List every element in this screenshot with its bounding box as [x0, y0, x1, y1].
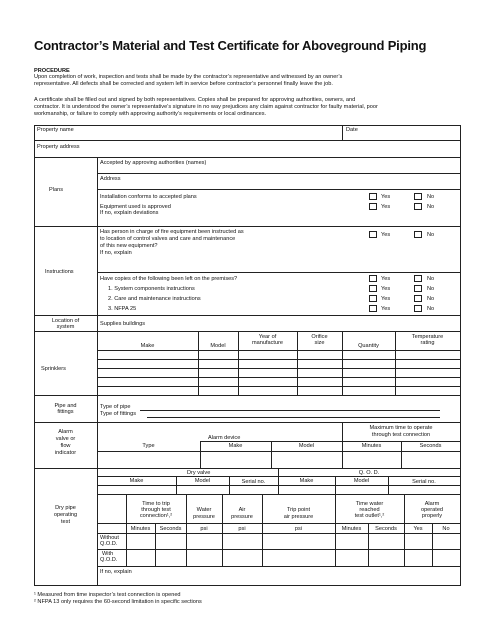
- no-label: No: [427, 296, 435, 302]
- property-address-label: Property address: [37, 144, 80, 150]
- sprinklers-label: Sprinklers: [41, 366, 66, 372]
- type-of-pipe-field[interactable]: [140, 410, 440, 411]
- page-title: Contractor’s Material and Test Certificate for Aboveground Piping: [34, 38, 427, 53]
- procedure-text-2: representative. All defects shall be corrected and system left in service before contractor’s personnel finally leave the job.: [34, 81, 333, 87]
- instructions-item-2: 2. Care and maintenance instructions: [108, 296, 201, 302]
- no-label: No: [427, 204, 435, 210]
- item2-yes-checkbox[interactable]: [369, 295, 377, 302]
- footnote-2: ² NFPA 13 only requires the 60-second limitation in specific sections: [34, 599, 202, 605]
- sprinkler-row: [97, 386, 461, 387]
- alarm-make-header: Make: [228, 443, 243, 449]
- yes-label: Yes: [381, 306, 391, 312]
- air-psi-header: psi: [238, 526, 246, 532]
- sprinkler-make-header: Make: [140, 343, 155, 349]
- address-label: Address: [100, 176, 121, 182]
- type-of-fittings-field[interactable]: [147, 417, 440, 418]
- plans-label: Plans: [49, 187, 63, 193]
- water-seconds-header: Seconds: [375, 526, 397, 532]
- sprinkler-model-header: Model: [210, 343, 226, 349]
- instructions-q2: Have copies of the following been left on the premises?: [100, 276, 238, 282]
- trip-point-header-l1: Trip point: [286, 507, 311, 513]
- footnote-1: ¹ Measured from time inspector’s test connection is opened: [34, 592, 181, 598]
- time-water-header-l3: test outlet¹,²: [354, 513, 385, 519]
- sprinkler-row: [97, 377, 461, 378]
- copies-yes-checkbox[interactable]: [369, 275, 377, 282]
- instructions-q1-line2: to location of control valves and care and maintenance: [100, 236, 236, 242]
- installation-no-checkbox[interactable]: [414, 193, 422, 200]
- table-row: [97, 549, 461, 550]
- divider: [34, 422, 461, 423]
- dry-valve-serial-header: Serial no.: [241, 479, 266, 485]
- sprinkler-orifice-header-l2: size: [314, 340, 325, 346]
- alarm-minutes-header: Minutes: [361, 443, 382, 449]
- installation-yes-checkbox[interactable]: [369, 193, 377, 200]
- type-of-fittings-label: Type of fittings: [100, 411, 137, 417]
- date-label: Date: [346, 127, 358, 133]
- divider: [34, 157, 461, 158]
- procedure-text-3: A certificate shall be filled out and signed by both representatives. Copies shall be prepared for approving authorities, owners, and: [34, 97, 356, 103]
- dry-valve-model-header: Model: [194, 478, 211, 484]
- divider: [97, 451, 461, 452]
- divider: [34, 468, 461, 469]
- yes-label: Yes: [381, 194, 391, 200]
- instructions-q1-line4: If no, explain: [100, 250, 132, 256]
- sprinkler-year-header-l1: Year of: [258, 334, 277, 340]
- sprinkler-orifice-header-l1: Orifice: [311, 334, 328, 340]
- instructions-item-1: 1. System components instructions: [108, 286, 195, 292]
- alarm-model-header: Model: [298, 443, 315, 449]
- max-time-line1: Maximum time to operate: [369, 425, 433, 431]
- installation-label: Installation conforms to accepted plans: [100, 194, 197, 200]
- time-trip-header-l3: connection¹,²: [139, 513, 173, 519]
- no-label: No: [427, 232, 435, 238]
- air-pressure-header-l2: pressure: [231, 514, 253, 520]
- alarm-label-line1: Alarm: [58, 429, 73, 435]
- divider: [97, 494, 461, 495]
- divider: [97, 523, 461, 524]
- divider: [97, 533, 461, 534]
- item1-no-checkbox[interactable]: [414, 285, 422, 292]
- procedure-heading: PROCEDURE: [34, 68, 70, 74]
- instructions-q1-line1: Has person in charge of fire equipment been instructed as: [100, 229, 244, 235]
- date-field[interactable]: [364, 131, 456, 139]
- qod-make-header: Make: [299, 478, 314, 484]
- alarm-type-header: Type: [142, 443, 155, 449]
- divider: [34, 395, 461, 396]
- water-minutes-header: Minutes: [341, 526, 362, 532]
- item2-no-checkbox[interactable]: [414, 295, 422, 302]
- yes-label: Yes: [381, 296, 391, 302]
- instructed-yes-checkbox[interactable]: [369, 231, 377, 238]
- divider: [34, 226, 461, 227]
- no-label: No: [427, 276, 435, 282]
- plans-if-no-label: If no, explain deviations: [100, 210, 159, 216]
- divider: [200, 441, 461, 442]
- with-qod-label-l1: With: [102, 551, 114, 557]
- sprinkler-year-header-l2: manufacture: [251, 340, 284, 346]
- without-qod-label-l1: Without: [100, 535, 119, 541]
- location-label-line2: system: [56, 324, 75, 330]
- sprinkler-temp-header-l2: rating: [420, 340, 435, 346]
- alarm-device-label: Alarm device: [208, 435, 241, 441]
- dry-pipe-label-line2: operating: [53, 512, 78, 518]
- yes-label: Yes: [381, 204, 391, 210]
- trip-point-header-l2: air pressure: [283, 514, 314, 520]
- instructions-item-3: 3. NFPA 25: [108, 306, 137, 312]
- item3-yes-checkbox[interactable]: [369, 305, 377, 312]
- procedure-text-5: workmanship, or failure to comply with approving authority’s requirements or local ordinances.: [34, 111, 267, 117]
- divider: [97, 476, 461, 477]
- water-pressure-header-l2: pressure: [193, 514, 215, 520]
- equipment-no-checkbox[interactable]: [414, 203, 422, 210]
- alarm-seconds-header: Seconds: [419, 443, 442, 449]
- no-label: No: [427, 306, 435, 312]
- no-label: No: [427, 194, 435, 200]
- equipment-label: Equipment used is approved: [100, 204, 171, 210]
- property-name-label: Property name: [37, 127, 74, 133]
- equipment-yes-checkbox[interactable]: [369, 203, 377, 210]
- instructions-q1-line3: of this new equipment?: [100, 243, 158, 249]
- divider: [97, 189, 461, 190]
- qod-label: Q. O. D.: [358, 470, 380, 476]
- item3-no-checkbox[interactable]: [414, 305, 422, 312]
- yes-label: Yes: [381, 232, 391, 238]
- alarm-label-line3: flow: [60, 443, 71, 449]
- with-qod-label-l2: Q.O.D.: [100, 557, 118, 563]
- sprinkler-quantity-header: Quantity: [358, 343, 379, 349]
- time-water-header-l1: Time water: [355, 501, 384, 507]
- dry-valve-make-header: Make: [129, 478, 144, 484]
- dry-valve-label: Dry valve: [187, 470, 211, 476]
- alarm-label-line2: valve or: [55, 436, 76, 442]
- alarm-yes-header: Yes: [413, 526, 423, 532]
- copies-no-checkbox[interactable]: [414, 275, 422, 282]
- alarm-operated-header-l3: properly: [421, 513, 443, 519]
- form-right-border: [460, 125, 461, 585]
- property-address-field[interactable]: [110, 143, 455, 153]
- time-trip-header-l2: through test: [141, 507, 171, 513]
- divider: [97, 350, 461, 351]
- property-name-field[interactable]: [100, 131, 336, 139]
- trip-seconds-header: Seconds: [159, 526, 182, 532]
- divider: [342, 125, 343, 140]
- type-of-pipe-label: Type of pipe: [100, 404, 131, 410]
- instructed-no-checkbox[interactable]: [414, 231, 422, 238]
- trip-minutes-header: Minutes: [130, 526, 151, 532]
- divider: [97, 272, 461, 273]
- alarm-no-header: No: [442, 526, 450, 532]
- procedure-text-1: Upon completion of work, inspection and tests shall be made by the contractor’s representative and witnessed by an owner’s: [34, 74, 343, 80]
- alarm-operated-header-l1: Alarm: [424, 501, 440, 507]
- divider: [97, 173, 461, 174]
- supplies-buildings-label: Supplies buildings: [100, 321, 146, 327]
- location-label-line1: Location of: [51, 318, 80, 324]
- without-qod-label-l2: Q.O.D.: [100, 541, 118, 547]
- form-bottom-border: [34, 585, 461, 586]
- sprinkler-temp-header-l1: Temperature: [411, 334, 444, 340]
- divider: [97, 485, 461, 486]
- divider: [34, 315, 461, 316]
- sprinkler-row: [97, 368, 461, 369]
- item1-yes-checkbox[interactable]: [369, 285, 377, 292]
- qod-serial-header: Serial no.: [412, 479, 436, 485]
- sprinkler-row: [97, 359, 461, 360]
- max-time-line2: through test connection: [371, 432, 431, 438]
- yes-label: Yes: [381, 286, 391, 292]
- air-pressure-header-l1: Air: [238, 507, 246, 513]
- water-pressure-header-l1: Water: [196, 507, 212, 513]
- time-water-header-l2: reached: [359, 507, 380, 513]
- divider: [34, 331, 461, 332]
- pipe-label-line2: fittings: [57, 409, 74, 415]
- alarm-label-line4: indicator: [54, 450, 77, 456]
- trip-psi-header: psi: [294, 526, 303, 532]
- no-label: No: [427, 286, 435, 292]
- form-top-border: [34, 125, 461, 126]
- qod-model-header: Model: [353, 478, 370, 484]
- dry-pipe-if-no-label: If no, explain: [100, 569, 132, 575]
- yes-label: Yes: [381, 276, 391, 282]
- accepted-by-label: Accepted by approving authorities (names): [100, 160, 207, 166]
- time-trip-header-l1: Time to trip: [142, 501, 170, 507]
- procedure-text-4: contractor. It is understood the owner’s representative’s signature in no way prejudices any claim against contractor for faulty material, poor: [34, 104, 378, 110]
- dry-pipe-label-line3: test: [60, 519, 71, 525]
- label-column-divider: [97, 157, 98, 585]
- dry-pipe-label-line1: Dry pipe: [55, 505, 76, 511]
- water-psi-header: psi: [200, 526, 208, 532]
- instructions-label: Instructions: [45, 269, 74, 275]
- table-row: [97, 566, 461, 567]
- alarm-operated-header-l2: operated: [420, 507, 444, 513]
- divider: [34, 140, 461, 141]
- pipe-label-line1: Pipe and: [54, 403, 77, 409]
